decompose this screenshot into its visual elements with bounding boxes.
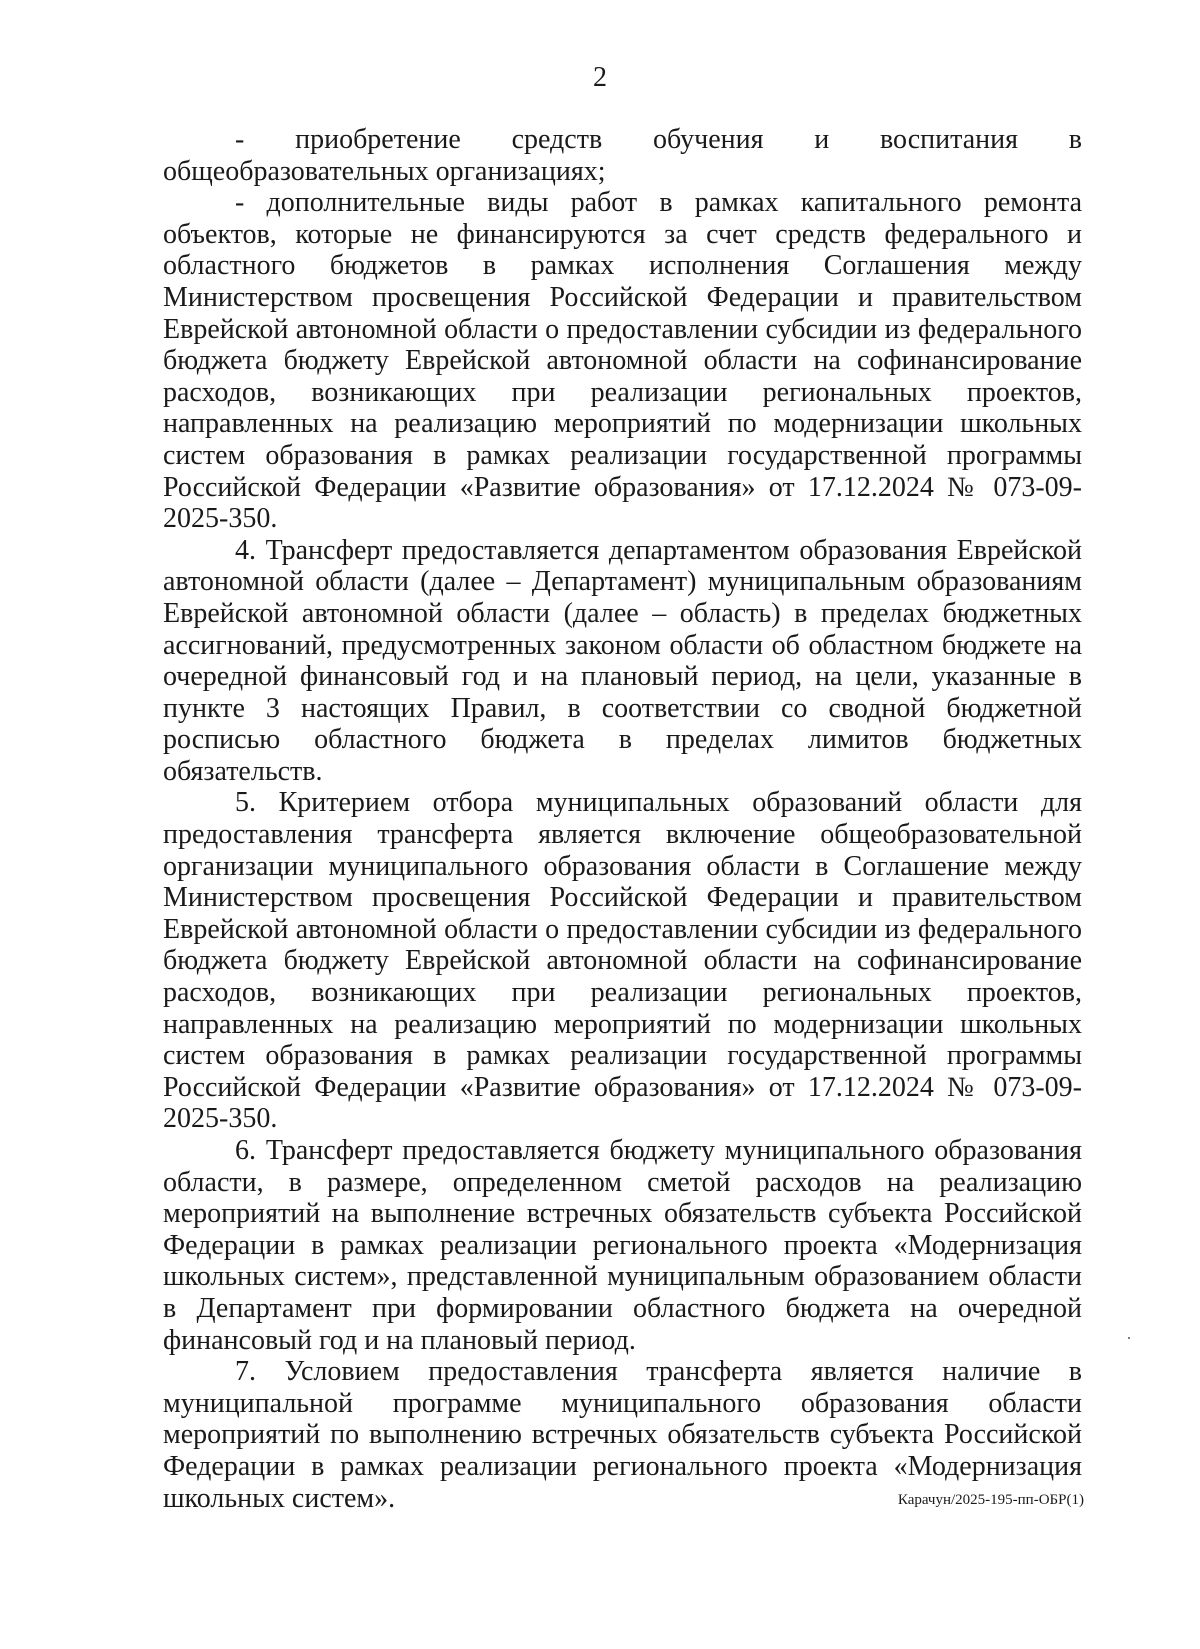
page-number: 2 bbox=[593, 62, 607, 93]
paragraph-item-additional-works: - дополнительные виды работ в рамках капитального ремонта объектов, которые не финансируются за счет средств федерального и областного бюджетов в рамках исполнения Соглашения между Министерством просвещения Российской Федерации и правительством Еврейской автономной области о предоставлении субсидии из федерального бюджета бюджету Еврейской автономной области на софинансирование расходов, возникающих при реализации региональных проектов, направленных на реализацию мероприятий по модернизации школьных систем образования в рамках реализации государственной программы Российской Федерации «Развитие образования» от 17.12.2024 № 073-09-2025-350. bbox=[163, 187, 1082, 535]
paragraph-5-selection-criterion: 5. Критерием отбора муниципальных образований области для предоставления трансферта является включение общеобразовательной организации муниципального образования области в Соглашение между Министерством просвещения Российской Федерации и правительством Еврейской автономной области о предоставлении субсидии из федерального бюджета бюджету Еврейской автономной области на софинансирование расходов, возникающих при реализации региональных проектов, направленных на реализацию мероприятий по модернизации школьных систем образования в рамках реализации государственной программы Российской Федерации «Развитие образования» от 17.12.2024 № 073-09-2025-350. bbox=[163, 787, 1082, 1135]
document-reference-code: Карачун/2025-195-пп-ОБР(1) bbox=[897, 1492, 1084, 1508]
paragraph-4-transfer-provision: 4. Трансферт предоставляется департаментом образования Еврейской автономной области (далее – Департамент) муниципальным образованиям Еврейской автономной области (далее – область) в пределах бюджетных ассигнований, предусмотренных законом области об областном бюджете на очередной финансовый год и на плановый период, на цели, указанные в пункте 3 настоящих Правил, в соответствии со сводной бюджетной росписью областного бюджета в пределах лимитов бюджетных обязательств. bbox=[163, 534, 1082, 787]
paragraph-6-transfer-budget: 6. Трансферт предоставляется бюджету муниципального образования области, в размере, определенном сметой расходов на реализацию мероприятий на выполнение встречных обязательств субъекта Российской Федерации в рамках реализации регионального проекта «Модернизация школьных систем», представленной муниципальным образованием области в Департамент при формировании областного бюджета на очередной финансовый год и на плановый период. bbox=[163, 1135, 1082, 1356]
document-body bbox=[163, 124, 1082, 1514]
scan-speck bbox=[1128, 1337, 1130, 1339]
paragraph-7-transfer-condition: 7. Условием предоставления трансферта является наличие в муниципальной программе муниципального образования области мероприятий по выполнению встречных обязательств субъекта Российской Федерации в рамках реализации регионального проекта «Модернизация школьных систем». bbox=[163, 1356, 1082, 1514]
paragraph-item-acquisition: - приобретение средств обучения и воспитания в общеобразовательных организациях; bbox=[163, 124, 1082, 187]
